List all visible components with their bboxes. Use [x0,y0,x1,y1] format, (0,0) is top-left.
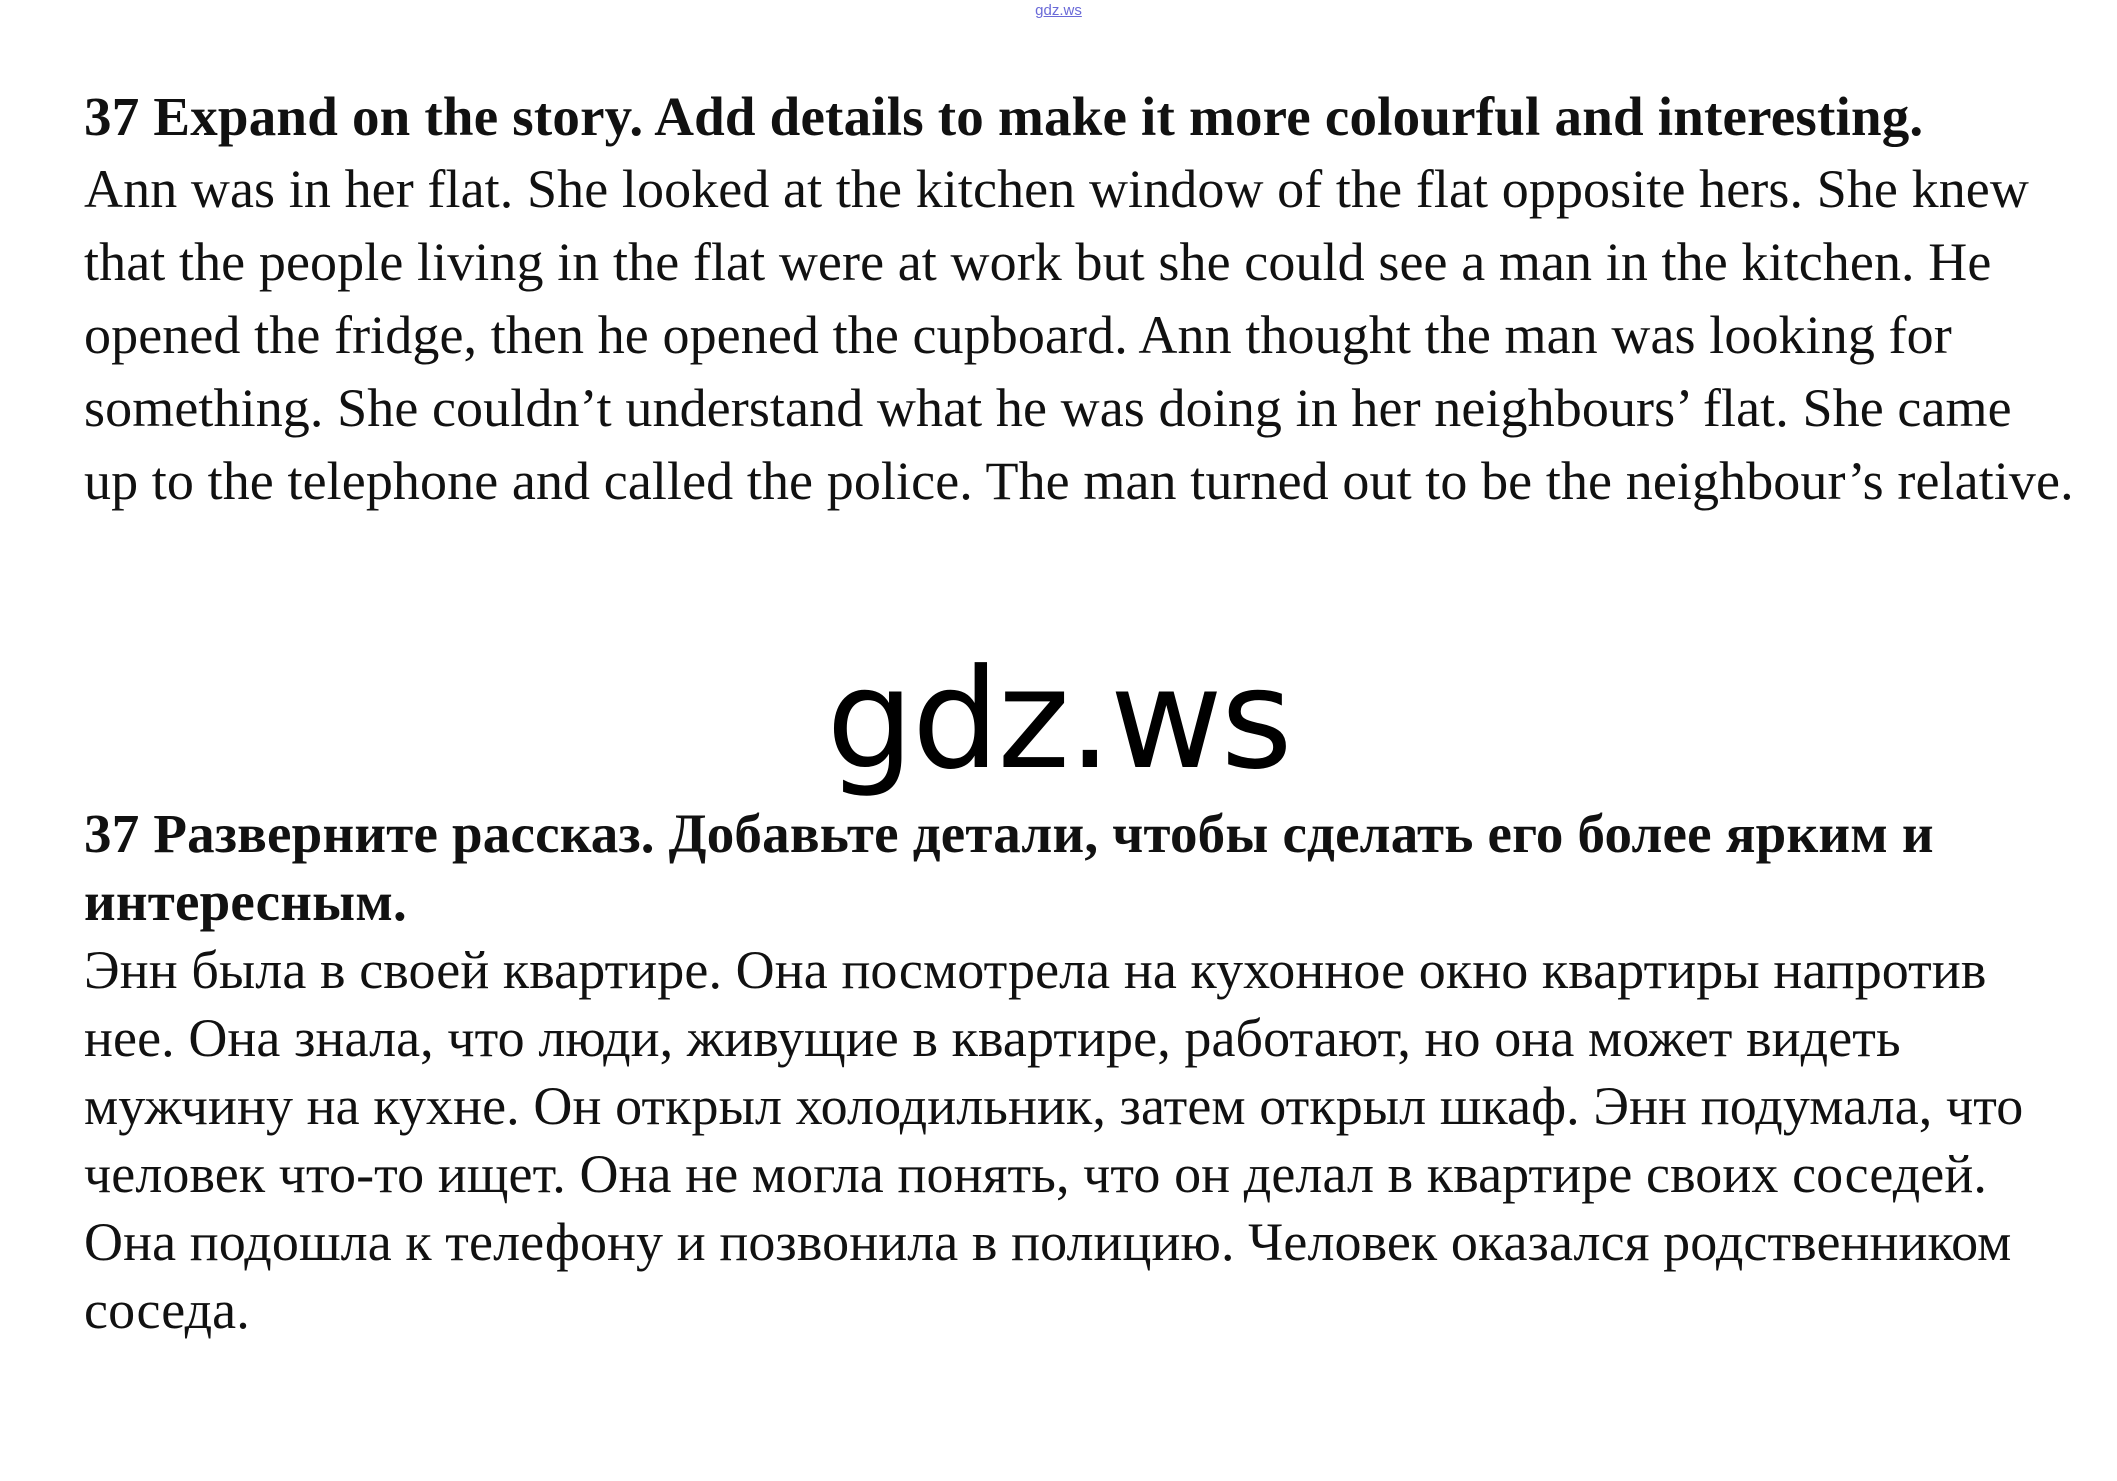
russian-story-text: Энн была в своей квартире. Она посмотрела на кухонное окно квартиры напротив нее. Она знала, что люди, живущие в квартире, работают, но она может видеть мужчину на кухне. Он открыл холодильник, затем открыл шкаф. Энн подумала, что человек что-то ищет. Она не могла понять, что он делал в квартире своих соседей. Она подошла к телефону и позвонила в полицию. Человек оказался родственником соседа. [84,940,2024,1340]
site-link[interactable]: gdz.ws [1035,2,1082,19]
watermark-logo: gdz.ws [826,639,1291,800]
english-story-text: Ann was in her flat. She looked at the kitchen window of the flat opposite hers. She knew that the people living in the flat were at work but she could see a man in the kitchen. He opened the fridge, then he opened the cupboard. Ann thought the man was looking for something. She couldn’t understand what he was doing in her neighbours’ flat. She came up to the telephone and called the police. The man turned out to be the neighbour’s relative. [84,159,2074,511]
russian-section [84,800,2074,1344]
english-section [84,80,2074,518]
english-task-title: 37 Expand on the story. Add details to make it more colourful and interesting. [84,86,1924,147]
russian-task-title: 37 Разверните рассказ. Добавьте детали, чтобы сделать его более ярким и интересным. [84,803,1934,932]
